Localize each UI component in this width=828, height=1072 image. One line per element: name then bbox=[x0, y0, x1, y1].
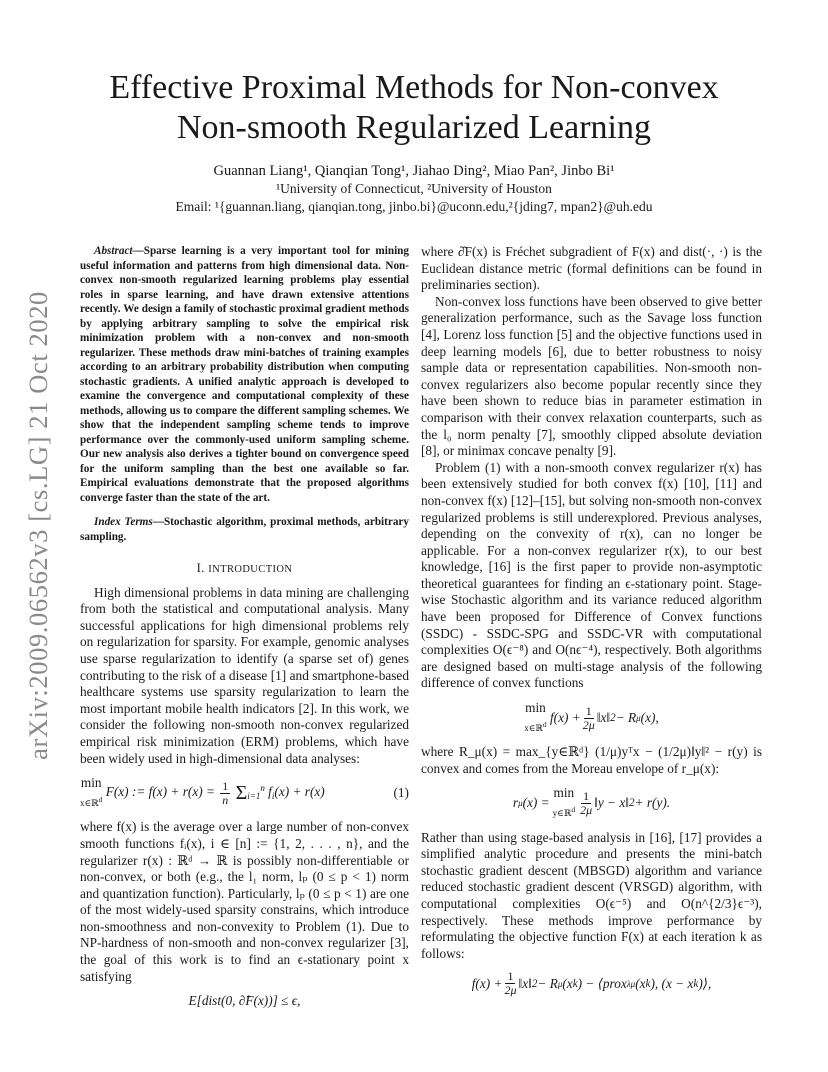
paper-title-line-1: Effective Proximal Methods for Non-convex bbox=[109, 69, 719, 106]
abstract-text: —Sparse learning is a very important tool for mining useful information and patterns from high dimensional data. Non-convex non-smooth regularized learning problems play essential roles in sparse learning, and have drawn extensive attentions recently. We design a family of stochastic proximal gradient methods by applying arbitrary sampling to solve the empirical risk minimization problem with a non-convex and non-smooth regularizer. These methods draw mini-batches of training examples according to an arbitrary probability distribution when computing stochastic gradients. A unified analytic approach is developed to examine the convergence and computational complexity of these methods, allowing us to compare the different sampling schemes. We show that the independent sampling scheme tends to improve performance over the commonly-used uniform sampling scheme. Our new analysis also derives a tighter bound on convergence speed for the uniform sampling than the best one available so far. Empirical evaluations demonstrate that the proposed algorithms converge faster than the state of the art. bbox=[80, 245, 409, 504]
right-paragraph-1: where ∂̂F(x) is Fréchet subgradient of F(x) and dist(·, ·) is the Euclidean distance metric (formal definitions can be found in preliminaries section). bbox=[421, 244, 762, 293]
intro-paragraph-2: where f(x) is the average over a large number of non-convex smooth functions fᵢ(x), i ∈ [n] := {1, 2, . . . , n}, and the regularizer r(x) : ℝᵈ → ℝ is possibly non-differentiable or non-convex, or both (e.g., the l₁ norm, lₚ (0 ≤ p < 1) norm and quantization function). Particularly, lₚ (0 ≤ p < 1) are one of the most widely-used sparsity constrains, which introduce non-smoothness and non-convexity to Problem (1). Due to NP-hardness of non-smooth and non-convex regularizer [3], the goal of this work is to find an ϵ-stationary point x satisfying bbox=[80, 819, 409, 984]
equation-stationary-condition: E[dist(0, ∂̂F(x))] ≤ ϵ, bbox=[188, 993, 301, 1009]
paper-authors: Guannan Liang¹, Qianqian Tong¹, Jiahao Ding², Miao Pan², Jinbo Bi¹ bbox=[213, 163, 615, 179]
equation-1 bbox=[80, 775, 409, 811]
right-paragraph-4: where R_μ(x) = max_{y∈ℝᵈ} (1/μ)yᵀx − (1/2μ)‖y‖² − r(y) is convex and comes from the Moreau envelope of r_μ(x): bbox=[421, 744, 762, 776]
left-column bbox=[80, 244, 409, 1018]
right-paragraph-2: Non-convex loss functions have been observed to give better generalization performance, such as the Savage loss function [4], Lorenz loss function [5] and the objective functions used in deep learning models [6], due to better robustness to noisy sample data or representation capabilities. Non-smooth non-convex regularizers also become popular recently since they have been shown to reduce bias in parameter estimation in comparison with their convex relaxation counterparts, such as the l₀ norm penalty [7], smoothly clipped absolute deviation [8], or minimax concave penalty [9]. bbox=[421, 293, 762, 459]
index-terms-text: —Stochastic algorithm, proximal methods, arbitrary sampling. bbox=[80, 516, 409, 543]
abstract-label: Abstract bbox=[94, 245, 133, 257]
right-paragraph-5: Rather than using stage-based analysis in [16], [17] provides a simplified analytic procedure and presents the mini-batch stochastic gradient descent (MBSGD) algorithm and variance reduced stochastic gradient descent (VRSGD) algorithm, with computational complexities O(ϵ⁻⁵) and O(n^{2/3}ϵ⁻³), respectively. These methods improve performance by reformulating the objective function F(x) at each iteration k as follows: bbox=[421, 829, 762, 961]
equation-reformulated-objective: f(x) + $\frac{1}{2\mu}$ ‖x‖ 2 − R μ (x k ) − ⟨prox λμ (x k ), (x − x k )⟩, bbox=[471, 969, 712, 998]
arxiv-id-text: arXiv:2009.06562v3 [cs.LG] 21 Oct 2020 bbox=[22, 290, 53, 760]
paper-affiliations: ¹University of Connecticut, ²University of Houston bbox=[276, 181, 552, 196]
arxiv-identifier-stamp bbox=[24, 290, 52, 760]
equation-dc-objective: min x∈ℝ$^d$ f(x) + $\frac{1}{2\mu}$ ‖x‖ 2 − R μ (x), bbox=[524, 700, 659, 733]
right-column bbox=[421, 244, 762, 1005]
abstract bbox=[80, 244, 409, 505]
paper-title-line-2: Non-smooth Regularized Learning bbox=[177, 109, 651, 146]
index-terms bbox=[80, 515, 409, 544]
equation-moreau-envelope: r μ (x) = min y∈ℝ$^d$ $\frac{1}{2\mu}$ ‖y − x‖ 2 + r(y). bbox=[512, 785, 671, 818]
paper-title bbox=[0, 68, 828, 148]
equation-1-number: (1) bbox=[393, 784, 409, 800]
section-heading-introduction bbox=[80, 560, 409, 579]
right-paragraph-3: Problem (1) with a non-smooth convex regularizer r(x) has been extensively studied for both convex f(x) [10], [11] and non-convex f(x) [12]–[15], but solving non-smooth non-convex regularized problems is still underexplored. Previous analyses, depending on the convexity of r(x), can no longer be applicable. For a non-convex regularizer r(x), to our best knowledge, [16] is the first paper to provide non-asymptotic theoretical guarantees for finding an ϵ-stationary point. Stage-wise Stochastic algorithm and its variance reduced algorithm have been proposed for Difference of Convex functions (SSDC) - SSDC-SPG and SSDC-VR with computational complexities O(ϵ⁻⁸) and O(nϵ⁻⁴), respectively. Both algorithms are designed based on multi-stage analysis of the following difference of convex functions bbox=[421, 459, 762, 691]
equation-1-body: min x∈ℝ$^d$ F(x) := f(x) + r(x) = $\frac{1}{n}$ $\Sigma_{i=1}^n$ $f_i(x) + r(x)$ bbox=[80, 775, 325, 808]
section-title: INTRODUCTION bbox=[208, 564, 293, 575]
index-terms-label: Index Terms bbox=[94, 516, 153, 528]
intro-paragraph-1: High dimensional problems in data mining are challenging from both the statistical and computational analysis. Many successful applications for high dimensional problems rely on regularization for sparsity. For example, genomic analyses use sparse regularization to identify (a sparse set of) genes contributing to the risk of a disease [1] and smartphone-based healthcare systems use sparsity regularization to learn the most important mobile health indicators [2]. In this work, we consider the following non-smooth non-convex regularized empirical risk minimization (ERM) problems, which have been widely used in high-dimensional data analyses: bbox=[80, 584, 409, 766]
paper-email: Email: ¹{guannan.liang, qianqian.tong, jinbo.bi}@uconn.edu,²{jding7, mpan2}@uh.edu bbox=[175, 199, 653, 214]
section-number: I. bbox=[196, 561, 205, 575]
